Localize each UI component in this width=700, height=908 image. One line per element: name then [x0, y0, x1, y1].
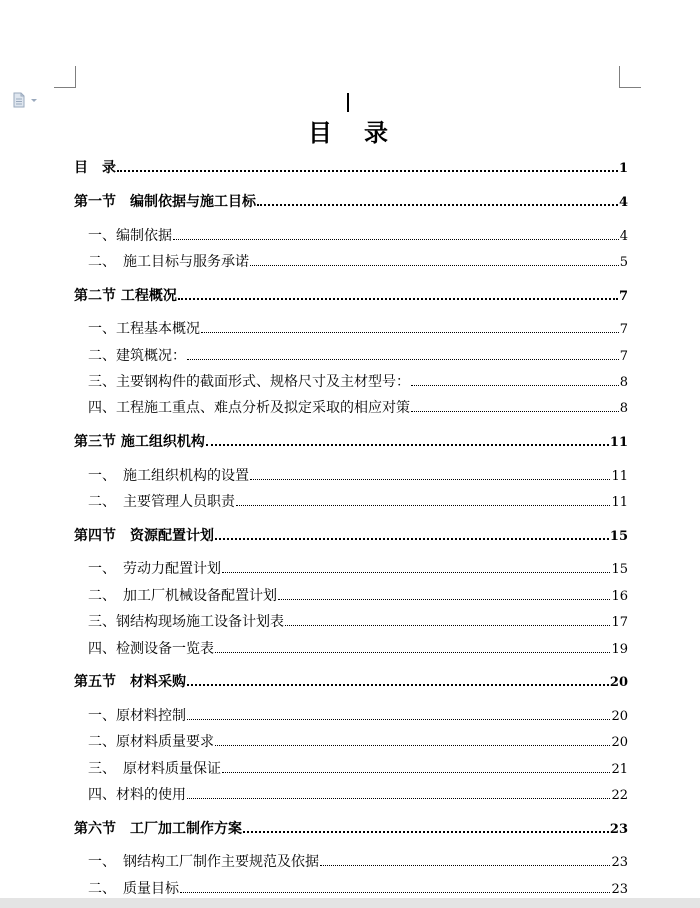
toc-subsection-entry[interactable] [88, 397, 628, 417]
toc-dot-leader [278, 599, 610, 600]
toc-subsection-entry[interactable] [88, 345, 628, 365]
toc-page-number: 19 [611, 642, 628, 657]
toc-entry-label: 二、 加工厂机械设备配置计划 [88, 588, 277, 604]
toc-section-entry[interactable] [74, 285, 628, 305]
document-dropdown-icon[interactable] [12, 92, 42, 108]
toc-dot-leader [178, 298, 618, 300]
toc-dot-leader [222, 572, 610, 573]
toc-entry-label: 第一节 编制依据与施工目标 [74, 194, 256, 210]
toc-entry-label: 二、原材料质量要求 [88, 734, 214, 750]
toc-subsection-entry[interactable] [88, 225, 628, 245]
toc-dot-leader [236, 505, 610, 506]
toc-entry-label: 第三节 施工组织机构 [74, 434, 205, 450]
toc-subsection-entry[interactable] [88, 585, 628, 605]
toc-entry-label: 二、 施工目标与服务承诺 [88, 254, 249, 270]
toc-dot-leader [187, 359, 619, 360]
text-cursor [347, 93, 349, 112]
toc-dot-leader [215, 652, 610, 653]
toc-page-number: 21 [611, 762, 628, 777]
toc-dot-leader [117, 170, 618, 172]
toc-entry-label: 第五节 材料采购 [74, 674, 186, 690]
toc-entry-label: 四、检测设备一览表 [88, 641, 214, 657]
toc-section-entry[interactable] [74, 525, 628, 545]
toc-dot-leader [215, 538, 609, 540]
toc-dot-leader [180, 892, 610, 893]
toc-page-number: 15 [611, 562, 628, 577]
toc-entry-label: 三、钢结构现场施工设备计划表 [88, 614, 284, 630]
toc-page-number: 8 [619, 401, 628, 416]
toc-page-number: 4 [619, 229, 628, 244]
toc-title: 目 录 [308, 118, 392, 147]
toc-subsection-entry[interactable] [88, 638, 628, 658]
crop-mark-top-right [619, 66, 641, 88]
toc-page-number: 20 [611, 735, 628, 750]
toc-dot-leader [243, 831, 609, 833]
toc-dot-leader [215, 745, 610, 746]
horizontal-scrollbar[interactable] [0, 898, 700, 908]
toc-entry-label: 一、编制依据 [88, 228, 172, 244]
toc-subsection-entry[interactable] [88, 878, 628, 898]
toc-dot-leader [187, 719, 610, 720]
toc-page-number: 15 [609, 529, 628, 544]
toc-subsection-entry[interactable] [88, 851, 628, 871]
toc-entry-label: 四、材料的使用 [88, 787, 186, 803]
toc-dot-leader [173, 239, 619, 240]
toc-section-entry[interactable] [74, 157, 628, 177]
toc-subsection-entry[interactable] [88, 491, 628, 511]
toc-dot-leader [320, 865, 610, 866]
toc-entry-label: 一、原材料控制 [88, 708, 186, 724]
toc-subsection-entry[interactable] [88, 558, 628, 578]
toc-page-number: 7 [619, 322, 628, 337]
crop-mark-top-left [54, 66, 76, 88]
toc-page-number: 5 [619, 255, 628, 270]
toc-dot-leader [206, 444, 609, 446]
toc-section-entry[interactable] [74, 431, 628, 451]
toc-dot-leader [411, 411, 619, 412]
toc-subsection-entry[interactable] [88, 758, 628, 778]
toc-entry-label: 一、 劳动力配置计划 [88, 561, 221, 577]
toc-page-number: 23 [609, 822, 628, 837]
toc-subsection-entry[interactable] [88, 705, 628, 725]
toc-entry-label: 四、工程施工重点、难点分析及拟定采取的相应对策 [88, 400, 410, 416]
toc-subsection-entry[interactable] [88, 611, 628, 631]
toc-subsection-entry[interactable] [88, 371, 628, 391]
toc-page-number: 20 [611, 709, 628, 724]
toc-dot-leader [187, 798, 610, 799]
toc-entry-label: 第四节 资源配置计划 [74, 528, 214, 544]
toc-section-entry[interactable] [74, 671, 628, 691]
toc-entry-label: 一、 施工组织机构的设置 [88, 468, 249, 484]
toc-page-number: 22 [611, 788, 628, 803]
toc-entry-label: 第二节 工程概况 [74, 288, 177, 304]
toc-dot-leader [250, 265, 619, 266]
toc-dot-leader [250, 479, 610, 480]
toc-entry-label: 二、 主要管理人员职责 [88, 494, 235, 510]
toc-subsection-entry[interactable] [88, 731, 628, 751]
toc-dot-leader [222, 772, 610, 773]
toc-entry-label: 二、建筑概况： [88, 348, 186, 364]
toc-page-number: 23 [611, 882, 628, 897]
toc-subsection-entry[interactable] [88, 465, 628, 485]
toc-page-number: 17 [611, 615, 628, 630]
toc-page-number: 7 [619, 349, 628, 364]
toc-page-number: 23 [611, 855, 628, 870]
toc-page-number: 11 [611, 495, 628, 510]
toc-section-entry[interactable] [74, 818, 628, 838]
toc-entry-label: 三、主要钢构件的截面形式、规格尺寸及主材型号： [88, 374, 410, 390]
toc-page-number: 8 [619, 375, 628, 390]
toc-page-number: 7 [618, 289, 628, 304]
toc-page-number: 11 [609, 435, 628, 450]
toc-page-number: 20 [609, 675, 628, 690]
toc-entry-label: 三、 原材料质量保证 [88, 761, 221, 777]
toc-entry-label: 一、工程基本概况 [88, 321, 200, 337]
toc-dot-leader [285, 625, 610, 626]
toc-page-number: 4 [618, 195, 628, 210]
toc-subsection-entry[interactable] [88, 784, 628, 804]
toc-entry-label: 目 录 [74, 160, 116, 176]
toc-entry-label: 二、 质量目标 [88, 881, 179, 897]
toc-page-number: 1 [618, 161, 628, 176]
toc-dot-leader [187, 684, 609, 686]
toc-dot-leader [201, 332, 619, 333]
toc-subsection-entry[interactable] [88, 318, 628, 338]
toc-section-entry[interactable] [74, 191, 628, 211]
toc-page-number: 11 [611, 469, 628, 484]
toc-entry-label: 一、 钢结构工厂制作主要规范及依据 [88, 854, 319, 870]
toc-page-number: 16 [611, 589, 628, 604]
toc-dot-leader [411, 385, 619, 386]
toc-entry-label: 第六节 工厂加工制作方案 [74, 821, 242, 837]
toc-subsection-entry[interactable] [88, 251, 628, 271]
toc-dot-leader [257, 204, 618, 206]
